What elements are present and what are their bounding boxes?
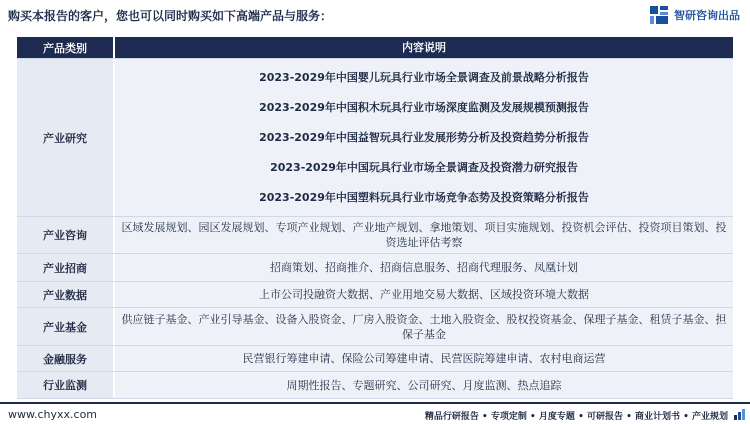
table-row-industry-research (17, 59, 733, 217)
report-link[interactable]: 2023-2029年中国婴儿玩具行业市场全景调查及前景战略分析报告 (259, 71, 589, 85)
report-link[interactable]: 2023-2029年中国益智玩具行业发展形势分析及投资趋势分析报告 (259, 130, 589, 144)
table-row-consulting (17, 217, 733, 254)
footer-services: 精品行研报告 • 专项定制 • 月度专题 • 可研报告 • 商业计划书 • 产业规划 (424, 412, 728, 422)
table-row-financial-services (17, 346, 733, 372)
description-cell: 民营银行筹建申请、保险公司筹建申请、民营医院筹建申请、农村电商运营 (115, 346, 733, 371)
table-row-industry-fund (17, 308, 733, 346)
table-row-industry-monitoring (17, 372, 733, 399)
description-cell: 周期性报告、专题研究、公司研究、月度监测、热点追踪 (115, 372, 733, 398)
services-table (17, 37, 733, 399)
report-list (115, 59, 733, 216)
category-cell: 产业基金 (17, 308, 115, 345)
description-cell: 供应链子基金、产业引导基金、设备入股资金、厂房入股资金、土地入股资金、股权投资基金、保理子基金、租赁子基金、担保子基金 (115, 308, 733, 345)
description-cell: 区域发展规划、园区发展规划、专项产业规划、产业地产规划、拿地策划、项目实施规划、投资机会评估、投资项目策划、投资选址评估考察 (115, 217, 733, 253)
intro-text: 购买本报告的客户，您也可以同时购买如下高端产品与服务： (8, 9, 333, 23)
column-header-category: 产品类别 (17, 37, 115, 58)
page-header (0, 0, 750, 32)
category-cell: 金融服务 (17, 346, 115, 371)
description-cell: 上市公司投融资大数据、产业用地交易大数据、区域投资环境大数据 (115, 282, 733, 307)
chart-icon (733, 408, 746, 421)
brand-logo[interactable] (649, 5, 740, 25)
logo-text: 智研咨询出品 (674, 9, 740, 22)
table-row-investment-promotion (17, 254, 733, 282)
table-header-row (17, 37, 733, 59)
report-link[interactable]: 2023-2029年中国玩具行业市场全景调查及投资潜力研究报告 (270, 160, 578, 174)
category-cell: 产业咨询 (17, 217, 115, 253)
zhiyan-logo-icon (649, 5, 669, 25)
site-link[interactable]: www.chyxx.com (8, 408, 98, 421)
report-link[interactable]: 2023-2029年中国积木玩具行业市场深度监测及发展规模预测报告 (259, 101, 589, 115)
category-cell: 行业监测 (17, 372, 115, 398)
category-cell: 产业研究 (17, 59, 115, 216)
description-cell: 招商策划、招商推介、招商信息服务、招商代理服务、凤凰计划 (115, 254, 733, 281)
category-cell: 产业数据 (17, 282, 115, 307)
table-row-industry-data (17, 282, 733, 308)
category-cell: 产业招商 (17, 254, 115, 281)
report-link[interactable]: 2023-2029年中国塑料玩具行业市场竞争态势及投资策略分析报告 (259, 190, 589, 204)
column-header-description: 内容说明 (115, 37, 733, 58)
page-footer (0, 402, 750, 424)
